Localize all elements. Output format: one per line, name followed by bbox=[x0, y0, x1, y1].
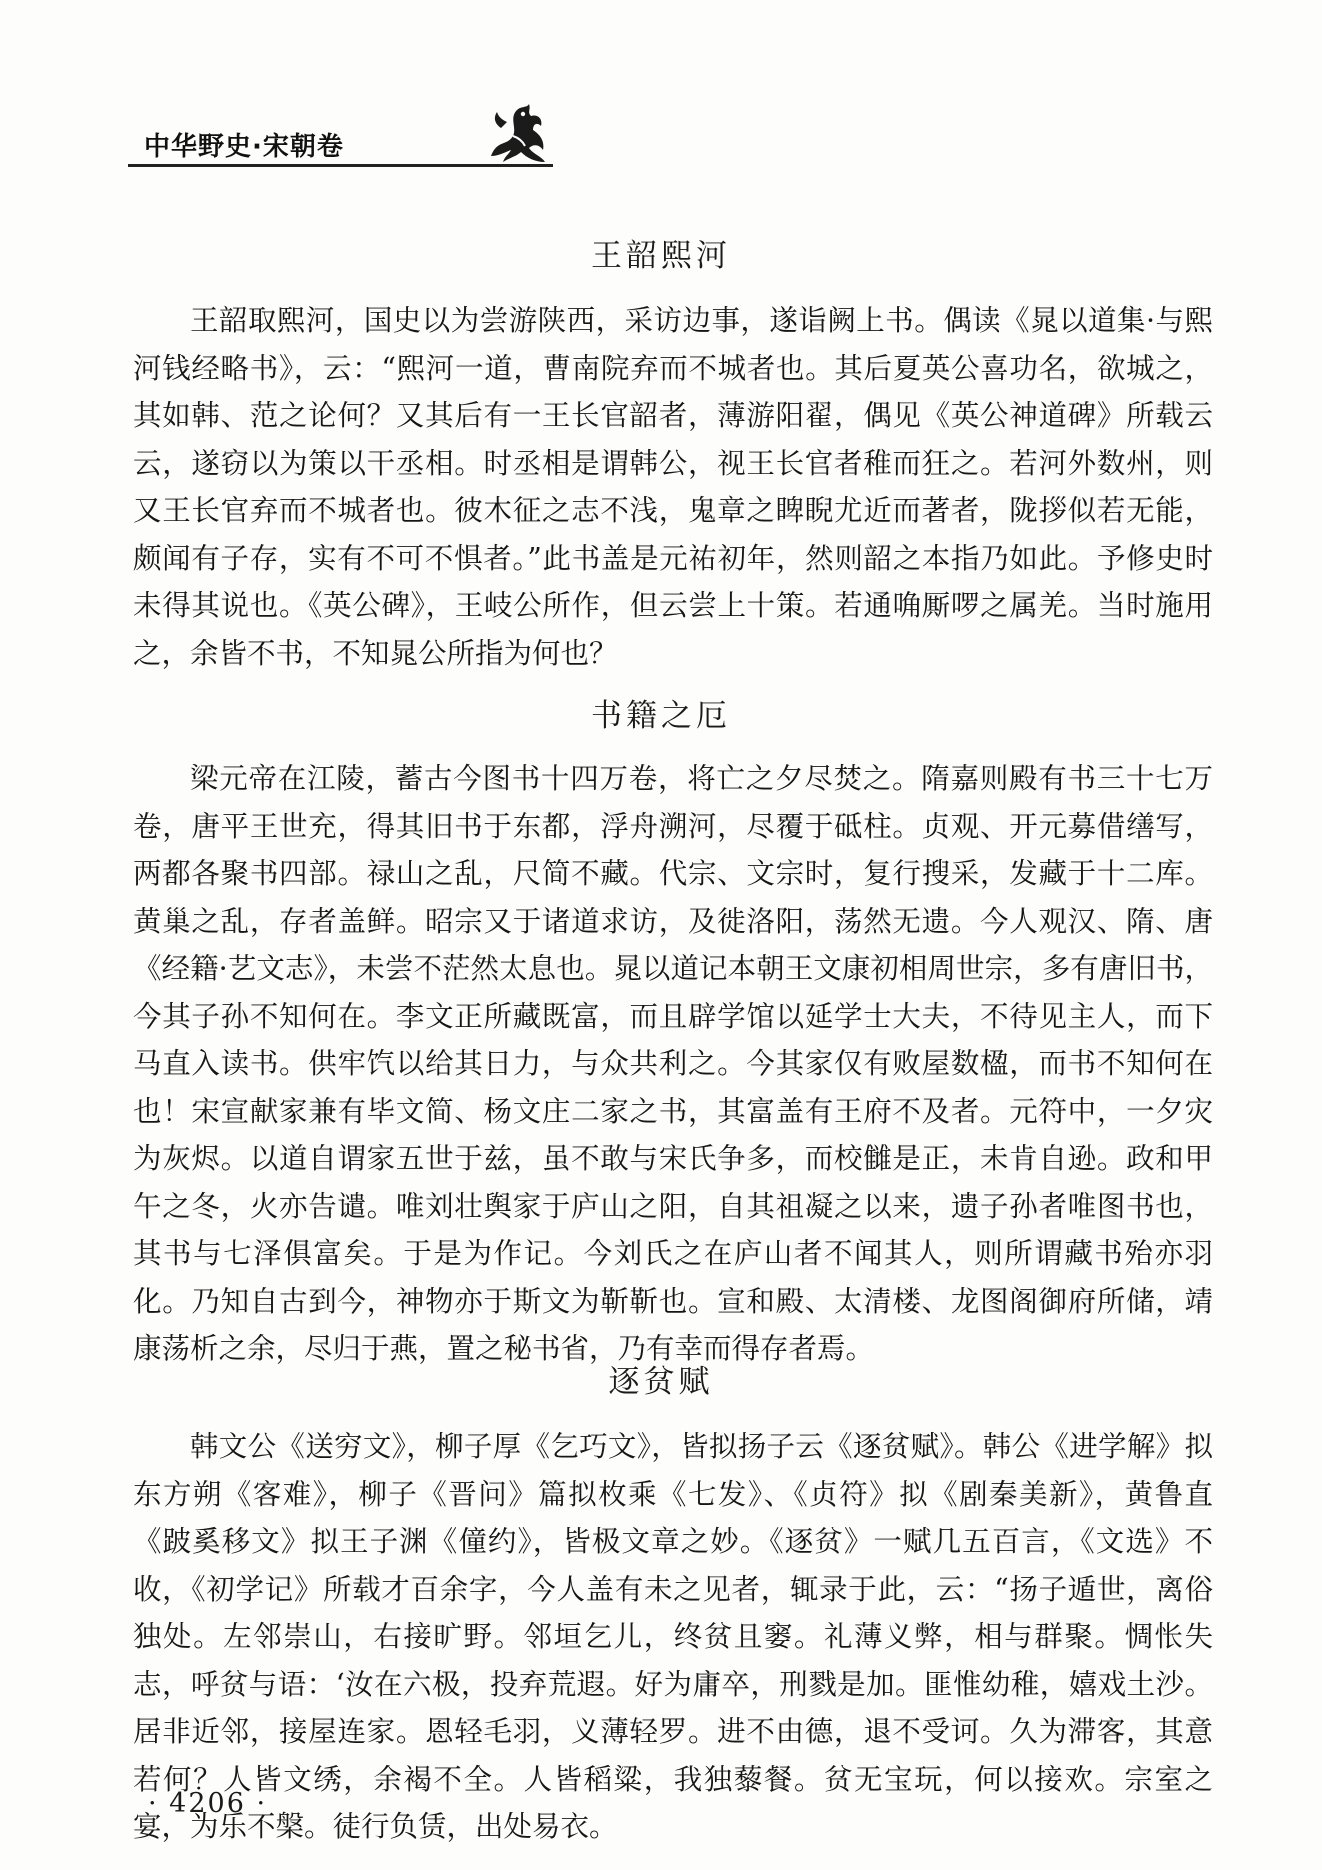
section-title: 逐贫赋 bbox=[608, 1364, 714, 1400]
section-title: 王韶熙河 bbox=[591, 238, 731, 274]
section-title: 书籍之厄 bbox=[591, 698, 731, 734]
section-body: 梁元帝在江陵，蓄古今图书十四万卷，将亡之夕尽焚之。隋嘉则殿有书三十七万卷，唐平王世充，得其旧书于东都，浮舟溯河，尽覆于砥柱。贞观、开元募借缮写，两都各聚书四部。禄山之乱，尺简不藏。代宗、文宗时，复行搜采，发藏于十二库。黄巢之乱，存者盖鲜。昭宗又于诸道求访，及徙洛阳，荡然无遗。今人观汉、隋、唐《经籍·艺文志》，未尝不茫然太息也。晁以道记本朝王文康初相周世宗，多有唐旧书，今其子孙不知何在。李文正所藏既富，而且辟学馆以延学士大夫，不待见主人，而下马直入读书。供牢饩以给其日力，与众共利之。今其家仅有败屋数楹，而书不知何在也！宋宣献家兼有毕文简、杨文庄二家之书，其富盖有王府不及者。元符中，一夕灾为灰烬。以道自谓家五世于兹，虽不敢与宋氏争多，而校雠是正，未肯自逊。政和甲午之冬，火亦告谴。唯刘壮舆家于庐山之阳，自其祖凝之以来，遗子孙者唯图书也，其书与七泽俱富矣。于是为作记。今刘氏之在庐山者不闻其人，则所谓藏书殆亦羽化。乃知自古到今，神物亦于斯文为靳靳也。宣和殿、太清楼、龙图阁御府所储，靖康荡析之余，尽归于燕，置之秘书省，乃有幸而得存者焉。 bbox=[133, 762, 1213, 1365]
section-body: 韩文公《送穷文》，柳子厚《乞巧文》，皆拟扬子云《逐贫赋》。韩公《进学解》拟东方朔《客难》，柳子《晋问》篇拟枚乘《七发》、《贞符》拟《剧秦美新》，黄鲁直《跛奚移文》拟王子渊《僮约》，皆极文章之妙。《逐贫》一赋几五百言，《文选》不收，《初学记》所载才百余字，今人盖有未之见者，辄录于此，云：“扬子遁世，离俗独处。左邻崇山，右接旷野。邻垣乞儿，终贫且窭。礼薄义弊，相与群聚。惆怅失志，呼贫与语：‘汝在六极，投弃荒遐。好为庸卒，刑戮是加。匪惟幼稚，嬉戏土沙。居非近邻，接屋连家。恩轻毛羽，义薄轻罗。进不由德，退不受诃。久为滞客，其意若何？人皆文绣，余褐不全。人皆稻粱，我独藜餐。贫无宝玩，何以接欢。宗室之宴，为乐不槃。徒行负赁，出处易衣。 bbox=[133, 1430, 1213, 1843]
dragon-icon bbox=[483, 100, 553, 166]
header-rule bbox=[128, 164, 553, 167]
book-title: 中华野史·宋朝卷 bbox=[144, 132, 344, 162]
page-number: · 4206 · bbox=[148, 1788, 268, 1819]
section-body: 王韶取熙河，国史以为尝游陕西，采访边事，遂诣阙上书。偶读《晁以道集·与熙河钱经略书》，云：“熙河一道，曹南院弃而不城者也。其后夏英公喜功名，欲城之，其如韩、范之论何？又其后有一王长官韶者，薄游阳翟，偶见《英公神道碑》所载云云，遂窃以为策以干丞相。时丞相是谓韩公，视王长官者稚而狂之。若河外数州，则又王长官弃而不城者也。彼木征之志不浅，鬼章之睥睨尤近而著者，陇拶似若无能，颇闻有子存，实有不可不惧者。”此书盖是元祐初年，然则韶之本指乃如此。予修史时未得其说也。《英公碑》，王岐公所作，但云尝上十策。若通唃厮啰之属羌。当时施用之，余皆不书，不知晁公所指为何也？ bbox=[133, 304, 1213, 670]
running-header bbox=[128, 96, 553, 168]
